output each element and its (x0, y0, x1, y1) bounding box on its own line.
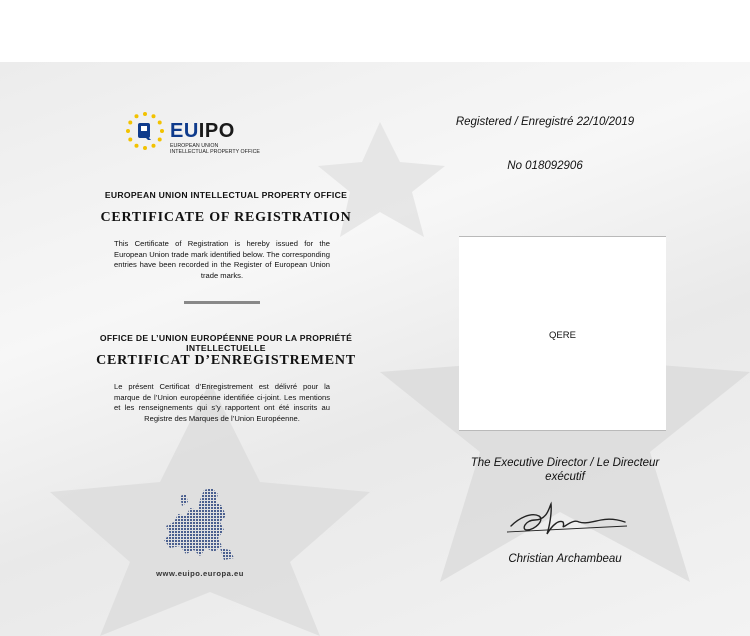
certificate-body-en: This Certificate of Registration is hereby issued for the European Union trade mark identified below. The corresponding entries have been recorded in the Register of European Union trade marks. (114, 239, 330, 280)
office-heading-en: EUROPEAN UNION INTELLECTUAL PROPERTY OFFICE (104, 190, 348, 200)
logo-eu-text: EU (170, 120, 199, 142)
handwritten-signature (505, 500, 630, 540)
certificate-title-en: CERTIFICATE OF REGISTRATION (100, 210, 352, 225)
trade-mark-word: QERE (549, 330, 576, 341)
office-heading-fr: OFFICE DE L’UNION EUROPÉENNE POUR LA PROPRIÉTÉ INTELLECTUELLE (99, 333, 353, 353)
logo-wordmark (170, 120, 235, 143)
certificate-body-fr: Le présent Certificat d’Enregistrement est délivré pour la marque de l’Union européenne identifiée ci-joint. Les mentions et les renseignements qui s’y rapportent ont été inscrits au Registre des Marques de l’Union Européenne. (114, 382, 330, 423)
signatory-name: Christian Archambeau (508, 553, 622, 565)
euipo-logo (124, 110, 274, 154)
registration-number: No 018092906 (507, 160, 583, 172)
logo-ipo-text: IPO (198, 120, 235, 142)
trade-mark-box (459, 236, 666, 431)
section-divider (184, 301, 260, 304)
logo-subtitle: EUROPEAN UNION INTELLECTUAL PROPERTY OFFICE (170, 143, 260, 155)
signatory-title: The Executive Director / Le Directeur exécutif (470, 457, 660, 483)
registration-date: Registered / Enregistré 22/10/2019 (455, 116, 635, 128)
europe-map-icon (160, 486, 240, 562)
eu-star-circle-icon (124, 110, 166, 152)
certificate-title-fr: CERTIFICAT D’ENREGISTREMENT (96, 353, 356, 368)
website-link: www.euipo.europa.eu (156, 569, 244, 578)
